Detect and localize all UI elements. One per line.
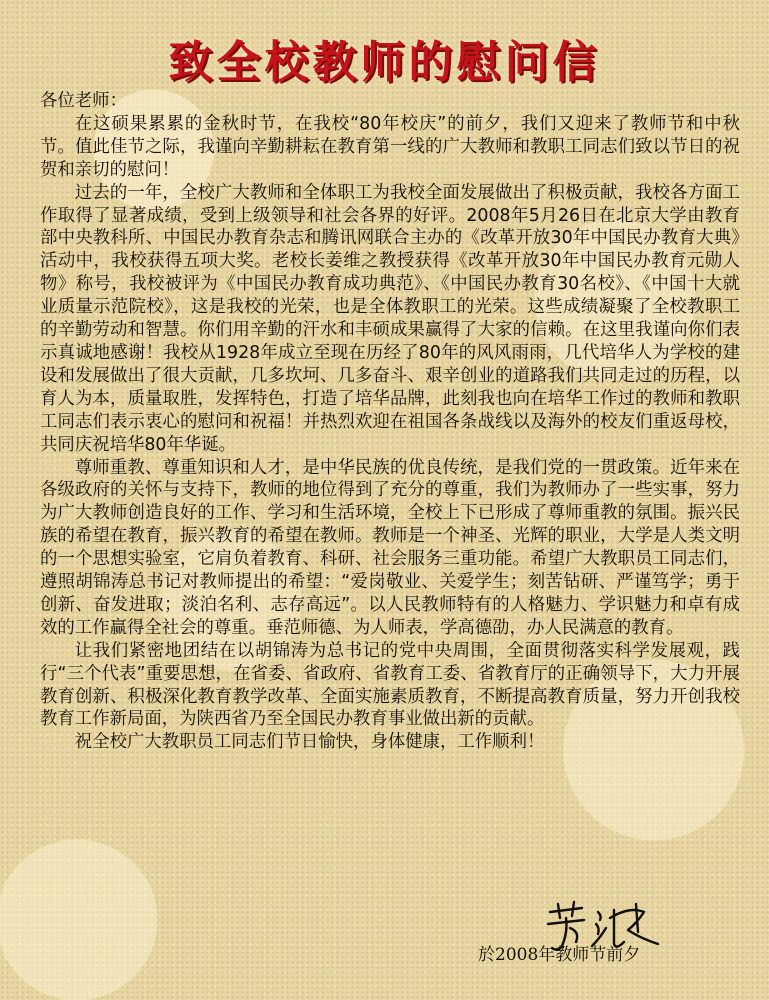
paragraph-3: 尊师重教、尊重知识和人才，是中华民族的优良传统，是我们党的一贯政策。近年来在各级政府的关怀与支持下，教师的地位得到了充分的尊重，我们为教师办了一些实事，努力为广大教师创造良好的工作、学习和生活环境，全校上下已形成了尊师重教的氛围。振兴民族的希望在教育，振兴教育的希望在教师。教师是一个神圣、光辉的职业，大学是人类文明的一个思想实验室，它肩负着教育、科研、社会服务三重功能。希望广大教职员工同志们，遵照胡锦涛总书记对教师提出的希望：“爱岗敬业、关爱学生；刻苦钻研、严谨笃学；勇于创新、奋发进取；淡泊名利、志存高远”。以人民教师特有的人格魅力、学识魅力和卓有成效的工作赢得全社会的尊重。垂范师德、为人师表，学高德劭，办人民满意的教育。 <box>40 457 740 638</box>
greeting: 各位老师： <box>40 91 127 111</box>
letter-title: 致全校教师的慰问信 <box>168 37 601 88</box>
signature-date: 於2008年教师节前夕 <box>478 945 641 965</box>
paragraph-5: 祝全校广大教职员工同志们节日愉快，身体健康，工作顺利！ <box>74 732 545 753</box>
letter-body <box>40 90 740 754</box>
paragraph-1: 在这硕果累累的金秋时节，在我校“80年校庆”的前夕，我们又迎来了教师节和中秋节。值此佳节之际，我谨向辛勤耕耘在教育第一线的广大教师和教职工同志们致以节日的祝贺和亲切的慰问！ <box>40 113 740 180</box>
paragraph-2: 过去的一年，全校广大教师和全体职工为我校全面发展做出了积极贡献，我校各方面工作取得了显著成绩，受到上级领导和社会各界的好评。2008年5月26日在北京大学由教育部中央教科所、中国民办教育杂志和腾讯网联合主办的《改革开放30年中国民办教育大典》活动中，我校获得五项大奖。老校长姜维之教授获得《改革开放30年中国民办教育元勋人物》称号，我校被评为《中国民办教育成功典范》、《中国民办教育30名校》、《中国十大就业质量示范院校》，这是我校的光荣，也是全体教职工的光荣。这些成绩凝聚了全校教职工的辛勤劳动和智慧。你们用辛勤的汗水和丰硕成果赢得了大家的信赖。在这里我谨向你们表示真诚地感谢！我校从1928年成立至现在历经了80年的风风雨雨，几代培华人为学校的建设和发展做出了很大贡献，几多坎坷、几多奋斗、艰辛创业的道路我们共同走过的历程，以育人为本，质量取胜，发挥特色，打造了培华品牌，此刻我也向在培华工作过的教师和教职工同志们表示衷心的慰问和祝福！并热烈欢迎在祖国各条战线以及海外的校友们重返母校，共同庆祝培华80年华诞。 <box>40 182 740 455</box>
paragraph-4: 让我们紧密地团结在以胡锦涛为总书记的党中央周围，全面贯彻落实科学发展观，践行“三个代表”重要思想，在省委、省政府、省教育工委、省教育厅的正确领导下，大力开展教育创新、积极深化教育教学改革、全面实施素质教育，不断提高教育质量，努力开创我校教育工作新局面，为陕西省乃至全国民办教育事业做出新的贡献。 <box>40 640 740 730</box>
